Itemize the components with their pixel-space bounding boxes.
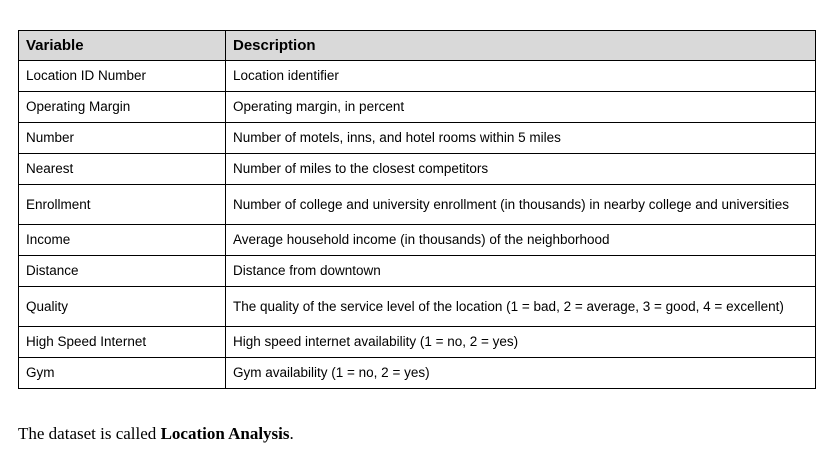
variable-cell: Number — [19, 123, 226, 154]
description-cell: Number of miles to the closest competitors — [226, 154, 816, 185]
caption-suffix: . — [289, 424, 294, 443]
dataset-name: Location Analysis — [160, 424, 290, 443]
dataset-caption — [18, 424, 294, 444]
table-row — [19, 225, 816, 256]
variable-cell: Enrollment — [19, 185, 226, 225]
variable-cell: Location ID Number — [19, 61, 226, 92]
description-column-header: Description — [226, 31, 816, 61]
description-cell: Operating margin, in percent — [226, 92, 816, 123]
description-cell: Location identifier — [226, 61, 816, 92]
description-cell: High speed internet availability (1 = no, 2 = yes) — [226, 327, 816, 358]
caption-prefix: The dataset is called — [18, 424, 161, 443]
variable-cell: Operating Margin — [19, 92, 226, 123]
table-row — [19, 92, 816, 123]
variable-cell: Gym — [19, 358, 226, 389]
table-row — [19, 61, 816, 92]
table-header-row — [19, 31, 816, 61]
description-cell: The quality of the service level of the location (1 = bad, 2 = average, 3 = good, 4 = excellent) — [226, 287, 816, 327]
variable-cell: Quality — [19, 287, 226, 327]
description-cell: Number of motels, inns, and hotel rooms within 5 miles — [226, 123, 816, 154]
table-row — [19, 154, 816, 185]
table-row — [19, 327, 816, 358]
table-row — [19, 287, 816, 327]
variable-cell: Nearest — [19, 154, 226, 185]
table-row — [19, 123, 816, 154]
variable-cell: Distance — [19, 256, 226, 287]
variables-table — [18, 30, 816, 389]
description-cell: Average household income (in thousands) of the neighborhood — [226, 225, 816, 256]
variable-cell: Income — [19, 225, 226, 256]
description-cell: Number of college and university enrollment (in thousands) in nearby college and universities — [226, 185, 816, 225]
table-row — [19, 185, 816, 225]
variable-column-header: Variable — [19, 31, 226, 61]
variable-cell: High Speed Internet — [19, 327, 226, 358]
table-row — [19, 358, 816, 389]
table-row — [19, 256, 816, 287]
description-cell: Distance from downtown — [226, 256, 816, 287]
description-cell: Gym availability (1 = no, 2 = yes) — [226, 358, 816, 389]
